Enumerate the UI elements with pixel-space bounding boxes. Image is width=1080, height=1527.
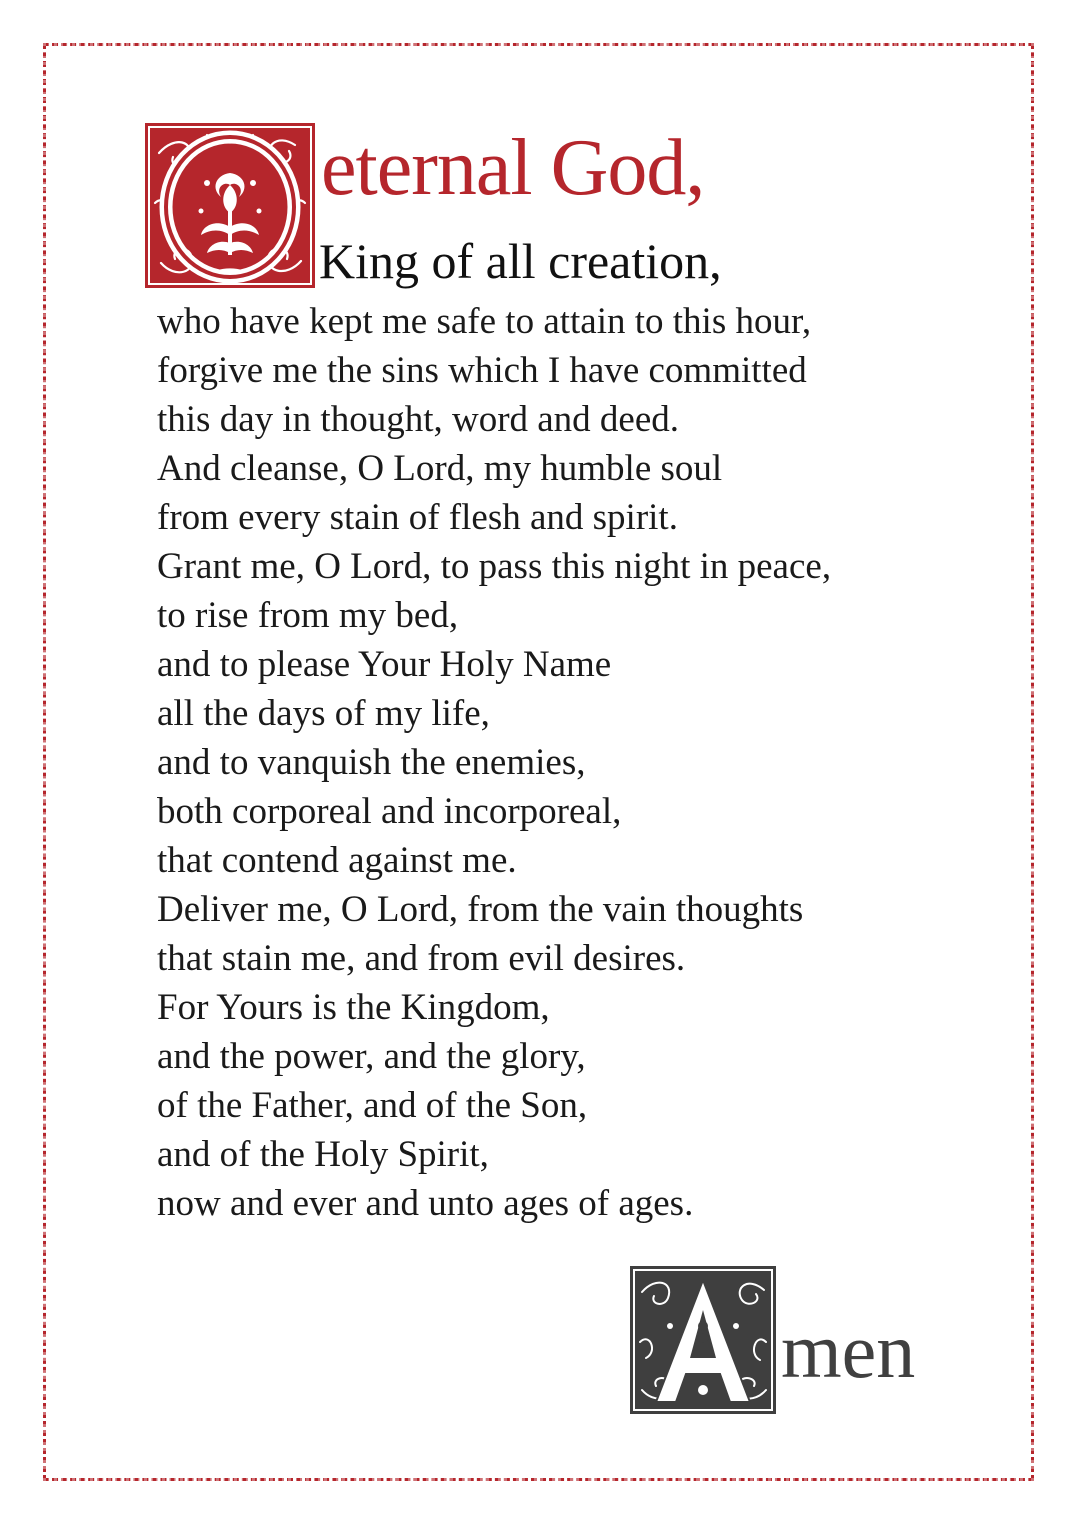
illuminated-dropcap-o bbox=[145, 123, 315, 288]
prayer-line: For Yours is the Kingdom, bbox=[157, 987, 550, 1028]
prayer-body bbox=[157, 297, 831, 1228]
prayer-line: this day in thought, word and deed. bbox=[157, 399, 680, 440]
prayer-line: Deliver me, O Lord, from the vain thoughts bbox=[157, 889, 804, 930]
prayer-line: of the Father, and of the Son, bbox=[157, 1085, 588, 1126]
prayer-line: forgive me the sins which I have committed bbox=[157, 350, 807, 391]
prayer-subtitle: King of all creation, bbox=[319, 233, 722, 289]
prayer-line: And cleanse, O Lord, my humble soul bbox=[157, 448, 723, 489]
prayer-line: and to vanquish the enemies, bbox=[157, 742, 586, 783]
prayer-line: who have kept me safe to attain to this hour, bbox=[157, 301, 812, 342]
prayer-line: to rise from my bed, bbox=[157, 595, 459, 636]
illuminated-dropcap-a bbox=[630, 1266, 776, 1414]
prayer-line: all the days of my life, bbox=[157, 693, 490, 734]
prayer-line: that contend against me. bbox=[157, 840, 517, 881]
prayer-title: eternal God, bbox=[321, 124, 705, 212]
prayer-line: that stain me, and from evil desires. bbox=[157, 938, 686, 979]
amen-text: men bbox=[781, 1307, 916, 1394]
prayer-line: and of the Holy Spirit, bbox=[157, 1134, 489, 1175]
prayer-line: and the power, and the glory, bbox=[157, 1036, 586, 1077]
prayer-line: now and ever and unto ages of ages. bbox=[157, 1183, 694, 1224]
prayer-line: Grant me, O Lord, to pass this night in peace, bbox=[157, 546, 832, 587]
prayer-line: from every stain of flesh and spirit. bbox=[157, 497, 678, 538]
prayer-line: both corporeal and incorporeal, bbox=[157, 791, 622, 832]
prayer-line: and to please Your Holy Name bbox=[157, 644, 612, 685]
